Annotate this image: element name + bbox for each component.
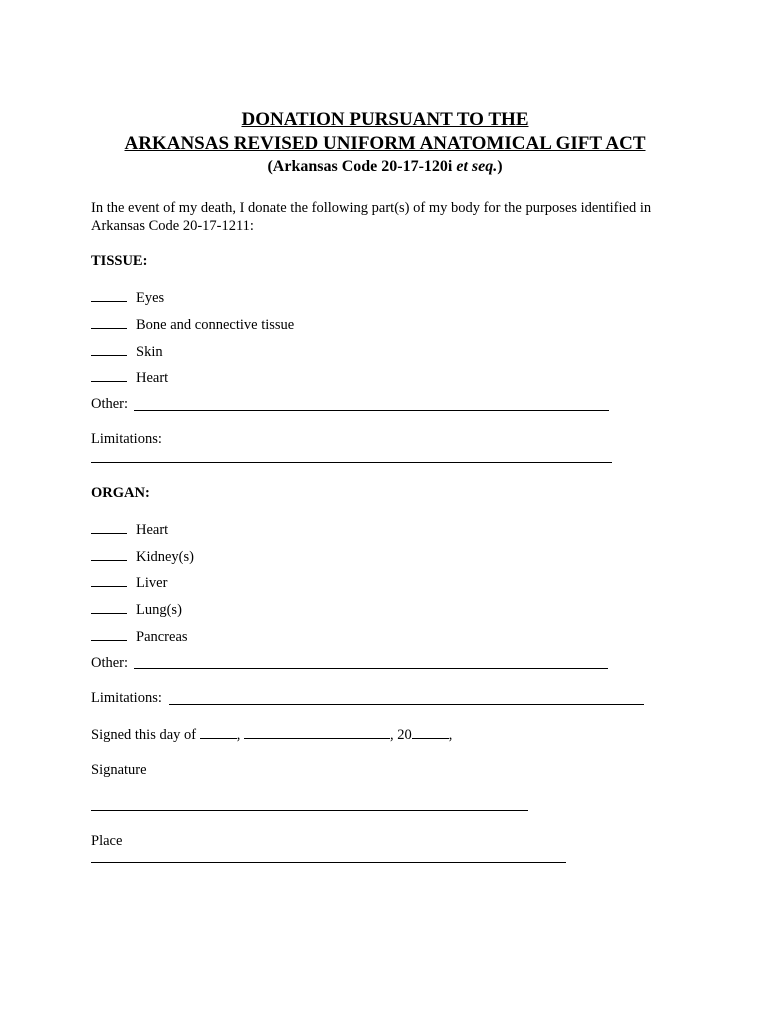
organ-other-row	[91, 655, 128, 672]
signed-prefix: Signed this day of	[91, 727, 197, 743]
checkbox-blank[interactable]	[91, 343, 127, 356]
checkbox-blank[interactable]	[91, 289, 127, 302]
tissue-item[interactable]	[91, 369, 168, 387]
organ-item[interactable]	[91, 601, 182, 619]
organ-item-label: Lung(s)	[136, 602, 182, 618]
signed-date-row	[91, 726, 452, 744]
organ-limitations-line[interactable]	[169, 704, 644, 705]
intro-paragraph: In the event of my death, I donate the following part(s) of my body for the purposes identified in Arkansas Code 20-17-1211:	[91, 200, 652, 234]
organ-item-label: Pancreas	[136, 629, 188, 645]
tissue-limitations-line[interactable]	[91, 462, 612, 463]
place-label: Place	[91, 833, 123, 849]
tissue-item-label: Bone and connective tissue	[136, 317, 295, 333]
subtitle-italic: et seq.	[456, 158, 498, 175]
tissue-other-label: Other:	[91, 396, 129, 412]
tissue-item[interactable]	[91, 316, 294, 334]
organ-item[interactable]	[91, 628, 188, 646]
checkbox-blank[interactable]	[91, 574, 127, 587]
organ-heading: ORGAN:	[91, 485, 150, 501]
tissue-other-line[interactable]	[134, 410, 609, 411]
tissue-item[interactable]	[91, 343, 163, 361]
month-blank[interactable]	[244, 726, 390, 739]
organ-item[interactable]	[91, 548, 194, 566]
signature-line[interactable]	[91, 810, 528, 811]
title-line-2: ARKANSAS REVISED UNIFORM ANATOMICAL GIFT ACT	[124, 133, 646, 154]
tissue-limitations-row	[91, 431, 162, 448]
title-line-1: DONATION PURSUANT TO THE	[241, 109, 529, 130]
subtitle-prefix: (Arkansas Code 20-17-120i	[267, 158, 457, 175]
tissue-item-label: Heart	[136, 370, 169, 386]
day-blank[interactable]	[200, 726, 237, 739]
checkbox-blank[interactable]	[91, 628, 127, 641]
organ-item-label: Kidney(s)	[136, 549, 194, 565]
signature-label: Signature	[91, 762, 147, 778]
checkbox-blank[interactable]	[91, 369, 127, 382]
place-line[interactable]	[91, 862, 566, 863]
checkbox-blank[interactable]	[91, 521, 127, 534]
organ-limitations-row	[91, 690, 162, 707]
place-row	[91, 833, 122, 850]
subtitle	[0, 158, 770, 176]
organ-item[interactable]	[91, 521, 168, 539]
tissue-item[interactable]	[91, 289, 164, 307]
tissue-item-label: Eyes	[136, 290, 165, 306]
organ-item[interactable]	[91, 574, 167, 592]
checkbox-blank[interactable]	[91, 548, 127, 561]
organ-other-line[interactable]	[134, 668, 608, 669]
tissue-item-label: Skin	[136, 344, 163, 360]
date-year-prefix: , 20	[390, 727, 412, 743]
date-comma-3: ,	[448, 727, 453, 743]
checkbox-blank[interactable]	[91, 316, 127, 329]
organ-limitations-label: Limitations:	[91, 690, 162, 706]
organ-item-label: Liver	[136, 575, 168, 591]
tissue-limitations-label: Limitations:	[91, 431, 162, 447]
checkbox-blank[interactable]	[91, 601, 127, 614]
organ-other-label: Other:	[91, 655, 129, 671]
year-blank[interactable]	[412, 726, 449, 739]
organ-item-label: Heart	[136, 522, 169, 538]
tissue-other-row	[91, 396, 128, 413]
subtitle-suffix: )	[497, 158, 503, 175]
signature-row	[91, 762, 147, 779]
tissue-heading: TISSUE:	[91, 253, 148, 269]
date-comma-1: ,	[236, 727, 241, 743]
